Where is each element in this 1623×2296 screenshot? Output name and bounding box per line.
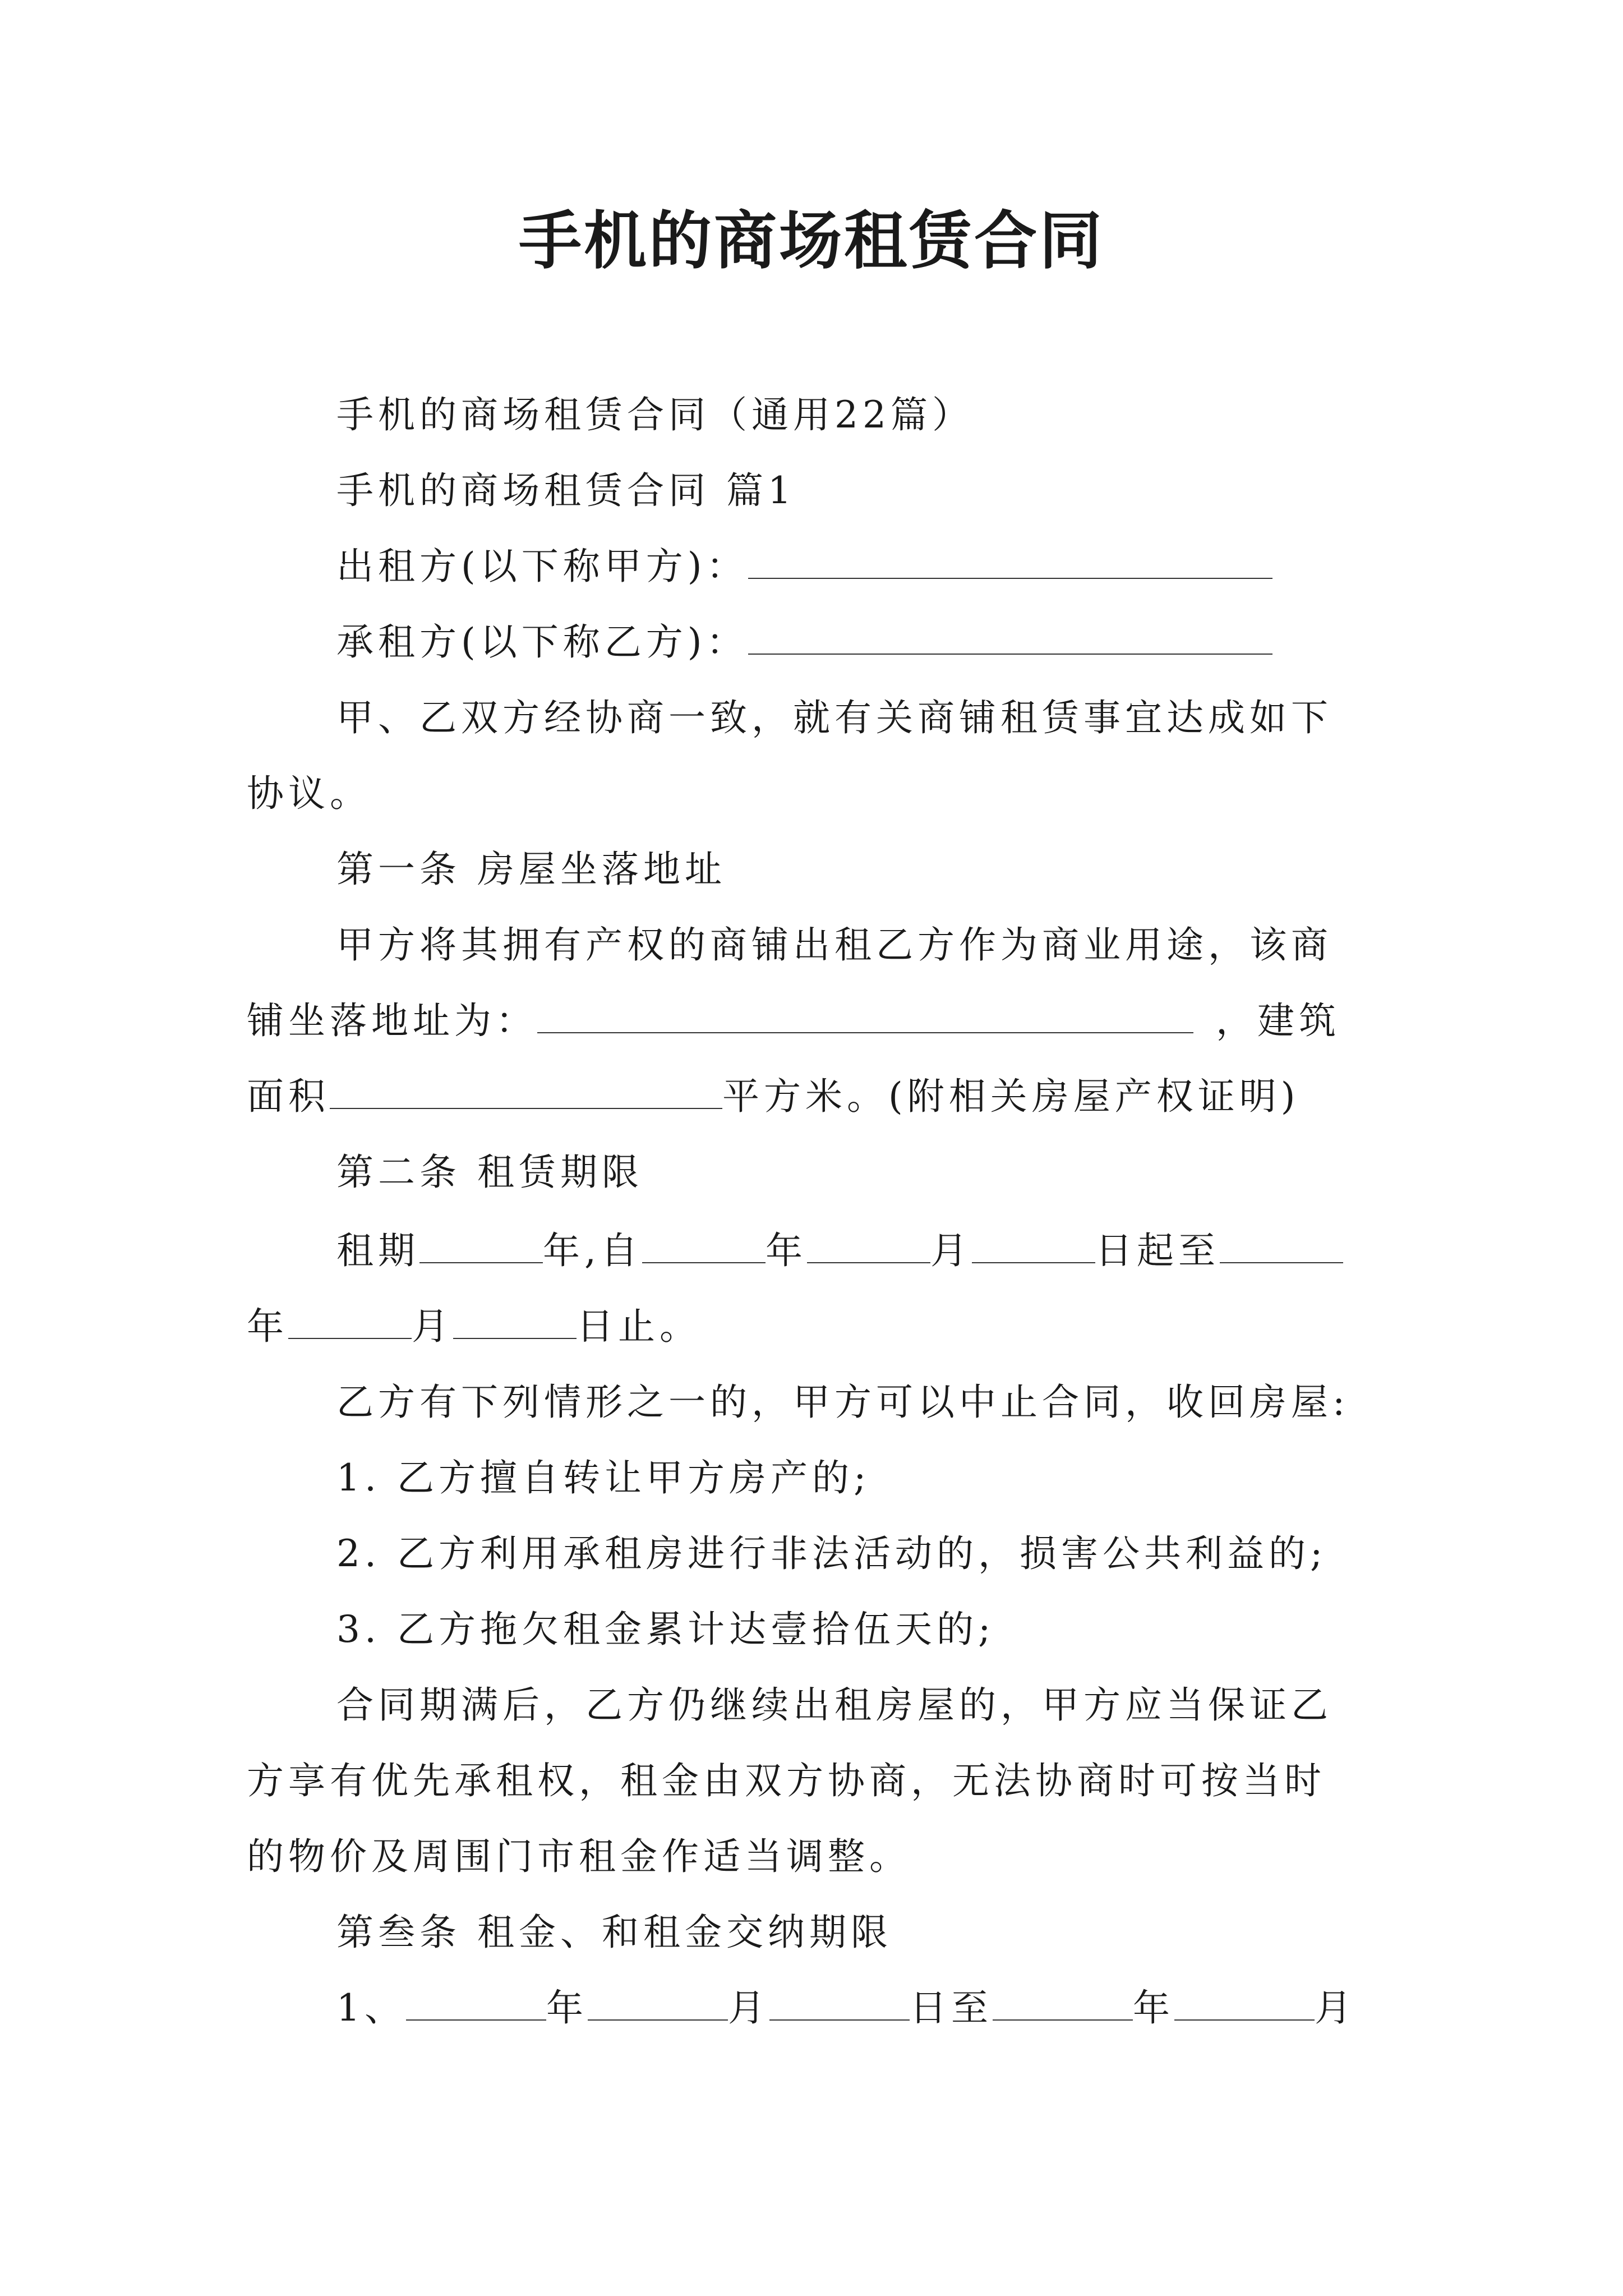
rent-end-year-blank[interactable]: [993, 1987, 1133, 2021]
lessee-row: [336, 614, 1272, 670]
lessee-blank[interactable]: [748, 621, 1272, 655]
end-day-label: 日止。: [577, 1305, 701, 1348]
end-day-blank[interactable]: [453, 1305, 577, 1339]
address-label: 铺坐落地址为：: [247, 999, 537, 1042]
area-label: 面积: [247, 1075, 330, 1118]
end-year-blank[interactable]: [1220, 1230, 1343, 1263]
rent-end-month-label: 月: [1315, 1986, 1356, 2030]
article-1-heading: 第一条 房屋坐落地址: [336, 848, 726, 891]
article-3-heading: 第叁条 租金、和租金交纳期限: [336, 1911, 892, 1954]
term-row-2: [247, 1299, 701, 1355]
area-unit-text: 平方米。(附相关房屋产权证明): [722, 1075, 1300, 1118]
rent-start-month-label: 月: [728, 1986, 769, 2030]
address-blank[interactable]: [537, 1000, 1193, 1033]
renewal-line-2: 方享有优先承租权，租金由双方协商，无法协商时可按当时: [247, 1759, 1326, 1802]
page-title: 手机的商场租赁合同: [519, 205, 1104, 278]
rent-start-year-blank[interactable]: [406, 1987, 546, 2021]
term-row-1: [336, 1223, 1343, 1279]
rent-end-month-blank[interactable]: [1174, 1987, 1315, 2021]
start-year-label: 年: [765, 1229, 807, 1272]
termination-item-2: 2. 乙方利用承租房进行非法活动的，损害公共利益的;: [336, 1532, 1327, 1575]
intro-line-2: 协议。: [247, 772, 371, 815]
rent-start-year-label: 年: [546, 1986, 588, 2030]
end-year-label: 年: [247, 1305, 288, 1348]
section-heading: 手机的商场租赁合同 篇1: [336, 469, 796, 512]
lessor-row: [336, 539, 1272, 595]
term-from-label: 年,自: [543, 1229, 642, 1272]
rent-start-day-blank[interactable]: [769, 1987, 910, 2021]
lessor-blank[interactable]: [748, 545, 1272, 579]
termination-item-3: 3. 乙方拖欠租金累计达壹拾伍天的;: [336, 1608, 995, 1651]
start-year-blank[interactable]: [642, 1230, 766, 1263]
intro-line-1: 甲、乙双方经协商一致，就有关商铺租赁事宜达成如下: [336, 696, 1332, 739]
subtitle: 手机的商场租赁合同（通用22篇）: [336, 393, 974, 436]
start-day-blank[interactable]: [972, 1230, 1095, 1263]
area-row: [247, 1069, 1300, 1125]
start-day-label: 日起至: [1095, 1229, 1220, 1272]
rent-end-year-label: 年: [1133, 1986, 1174, 2030]
rent-to-label: 日至: [910, 1986, 993, 2030]
lessor-label: 出租方(以下称甲方)：: [336, 545, 748, 588]
renewal-line-3: 的物价及周围门市租金作适当调整。: [247, 1835, 911, 1878]
termination-item-1: 1. 乙方擅自转让甲方房产的;: [336, 1456, 871, 1499]
building-label: ，建筑: [1216, 999, 1340, 1042]
article-2-heading: 第二条 租赁期限: [336, 1151, 643, 1194]
area-blank[interactable]: [330, 1075, 722, 1109]
address-row: [247, 993, 1340, 1049]
rent-period-row: [336, 1980, 1356, 2036]
lessee-label: 承租方(以下称乙方)：: [336, 620, 748, 664]
start-month-label: 月: [930, 1229, 972, 1272]
term-label: 租期: [336, 1229, 419, 1272]
term-years-blank[interactable]: [419, 1230, 543, 1263]
termination-intro: 乙方有下列情形之一的，甲方可以中止合同，收回房屋:: [336, 1381, 1350, 1424]
rent-start-month-blank[interactable]: [588, 1987, 728, 2021]
end-month-label: 月: [412, 1305, 453, 1348]
renewal-line-1: 合同期满后，乙方仍继续出租房屋的，甲方应当保证乙: [336, 1683, 1332, 1727]
end-month-blank[interactable]: [288, 1305, 412, 1339]
start-month-blank[interactable]: [807, 1230, 930, 1263]
article-1-line-1: 甲方将其拥有产权的商铺出租乙方作为商业用途，该商: [336, 923, 1332, 967]
rent-item-number: 1、: [336, 1986, 406, 2030]
